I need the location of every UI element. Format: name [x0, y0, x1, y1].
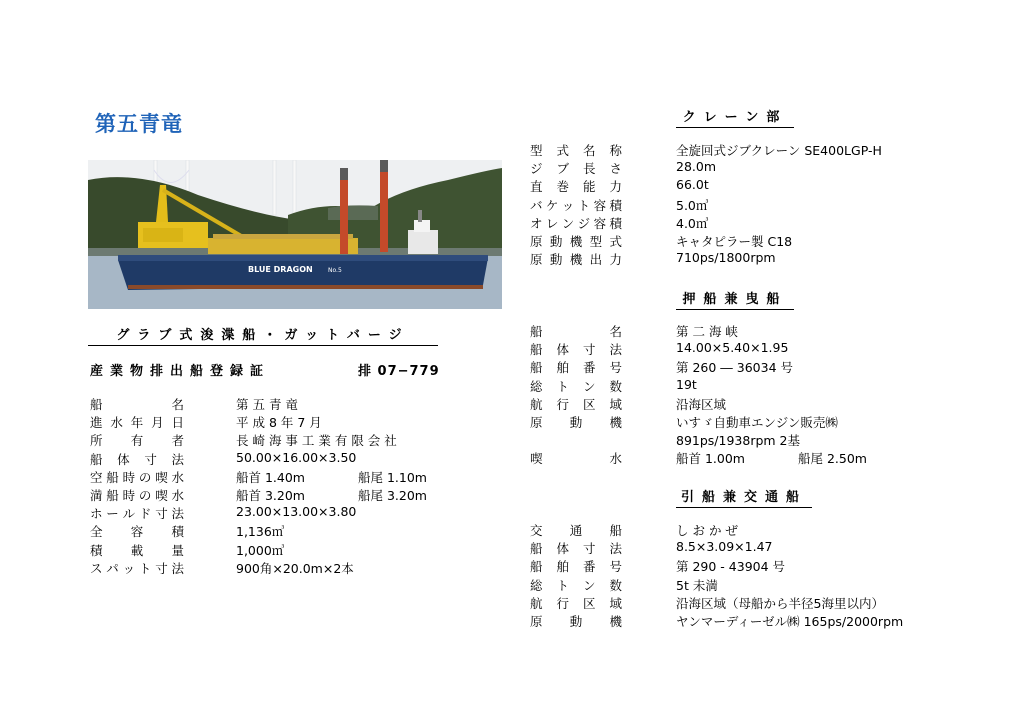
spec-label: 空 船 時 の 喫 水	[90, 469, 184, 485]
spec-label: バ ケ ッ ト 容 積	[530, 197, 622, 213]
tug-heading: 引船兼交通船	[676, 486, 812, 508]
spec-value: 船首 1.00m	[676, 451, 745, 467]
ship-name-text: BLUE DRAGON	[248, 265, 313, 274]
spec-label: 喫 水	[530, 451, 622, 467]
spec-value: 1,000㎥	[236, 542, 285, 558]
ship-no-text: No.5	[328, 267, 342, 274]
spec-value: 5.0㎥	[676, 197, 709, 213]
spec-value: 4.0㎥	[676, 215, 709, 231]
spec-label: 船 舶 番 号	[530, 360, 622, 376]
spec-value: し お か ぜ	[676, 523, 738, 538]
spec-value: 1,136㎥	[236, 524, 285, 540]
spec-value: 平 成 8 年 7 月	[236, 415, 322, 431]
spec-value: 第 290 - 43904 号	[676, 559, 786, 575]
spec-label: 満 船 時 の 喫 水	[90, 488, 184, 503]
spec-value: 沿海区域	[676, 396, 727, 412]
spec-value: 900角×20.0m×2本	[236, 560, 354, 576]
spec-label: 航 行 区 域	[530, 396, 622, 412]
spec-value: 710ps/1800rpm	[676, 250, 776, 266]
spec-label: ホ ー ル ド 寸 法	[90, 506, 184, 522]
spec-value: 第 五 青 竜	[236, 397, 298, 412]
spec-label: 全 容 積	[90, 524, 184, 540]
spec-value-secondary: 船尾 3.20m	[358, 488, 427, 503]
spec-label: オ レ ン ジ 容 積	[530, 215, 622, 231]
spec-value: 19t	[676, 376, 697, 392]
spec-value: 沿海区域（母船から半径5海里以内）	[676, 595, 884, 611]
spec-label: 総 ト ン 数	[530, 577, 622, 593]
spec-value: 8.5×3.09×1.47	[676, 539, 773, 555]
spec-label: 交 通 船	[530, 523, 622, 538]
spec-value: 全旋回式ジブクレーン SE400LGP-H	[676, 143, 882, 158]
spec-label: 積 載 量	[90, 542, 184, 558]
spec-value: 5t 未満	[676, 577, 718, 593]
spec-value-secondary: 船尾 2.50m	[798, 451, 867, 467]
spec-value: いすゞ自動車エンジン販売㈱	[676, 415, 838, 430]
spec-label: 船 体 寸 法	[530, 342, 622, 358]
spec-label: 原 動 機	[530, 415, 622, 430]
crane-heading: クレーン部	[676, 106, 794, 128]
spec-label: 航 行 区 域	[530, 595, 622, 611]
page-title: 第五青竜	[95, 112, 183, 136]
spec-label: 船 名	[530, 324, 622, 339]
spec-value: 28.0m	[676, 159, 717, 175]
spec-value: キャタピラー製 C18	[676, 234, 793, 249]
spec-value: 23.00×13.00×3.80	[236, 504, 357, 520]
spec-value: ヤンマーディーゼル㈱ 165ps/2000rpm	[676, 614, 904, 629]
spec-value: 船首 3.20m	[236, 488, 305, 503]
spec-value: 船首 1.40m	[236, 469, 305, 485]
spec-label: 所 有 者	[90, 433, 184, 449]
spec-label: 船 舶 番 号	[530, 559, 622, 575]
spec-value: 14.00×5.40×1.95	[676, 340, 789, 356]
cert-value: 排 07−779	[358, 364, 440, 379]
spec-label: 進 水 年 月 日	[90, 415, 184, 431]
spec-value: 第 260 ― 36034 号	[676, 360, 794, 376]
spec-label: 総 ト ン 数	[530, 378, 622, 394]
spec-label: 型 式 名 称	[530, 143, 622, 158]
spec-label: 直 巻 能 力	[530, 179, 622, 195]
pusher-heading: 押船兼曳船	[676, 288, 794, 310]
cert-label: 産業物排出船登録証	[90, 364, 271, 379]
spec-value: 50.00×16.00×3.50	[236, 449, 357, 465]
spec-label: 原 動 機 型 式	[530, 234, 622, 249]
spec-label: 船 体 寸 法	[530, 541, 622, 557]
ship-photo	[88, 160, 502, 309]
spec-value: 第 二 海 峡	[676, 324, 738, 339]
spec-value: 長 崎 海 事 工 業 有 限 会 社	[236, 433, 397, 449]
spec-value: 891ps/1938rpm 2基	[676, 433, 801, 449]
spec-label: 原 動 機 出 力	[530, 252, 622, 268]
spec-label: ス パ ッ ト 寸 法	[90, 560, 184, 576]
left-heading: グラブ式浚渫船・ガットバージ	[88, 324, 438, 346]
spec-value-secondary: 船尾 1.10m	[358, 469, 427, 485]
spec-label: 船 名	[90, 397, 184, 412]
spec-value: 66.0t	[676, 177, 709, 193]
spec-label: ジ ブ 長 さ	[530, 161, 622, 177]
spec-label: 船 体 寸 法	[90, 451, 184, 467]
spec-label: 原 動 機	[530, 614, 622, 629]
